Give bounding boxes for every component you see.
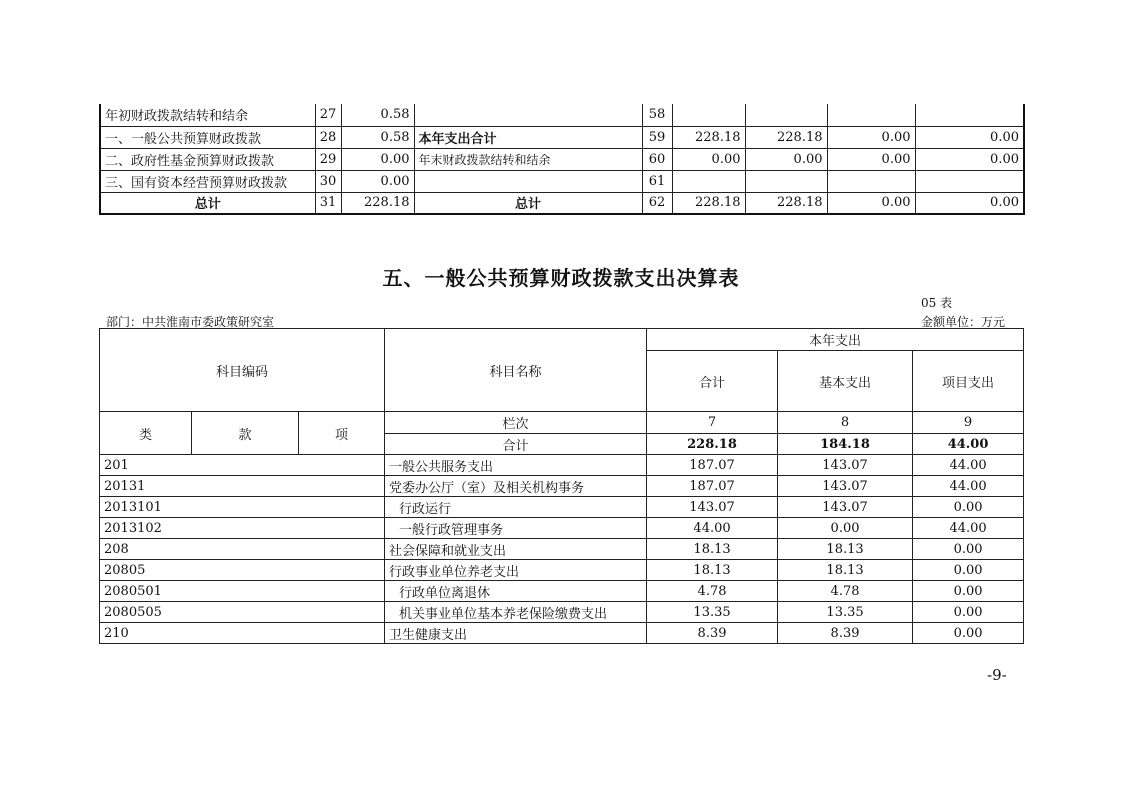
subject-name: 党委办公厅（室）及相关机构事务	[385, 476, 647, 497]
project-amount: 0.00	[913, 497, 1024, 518]
page-title: 五、一般公共预算财政拨款支出决算表	[382, 266, 740, 290]
table-row	[100, 455, 1024, 476]
revenue-line: 29	[315, 148, 341, 170]
revenue-amount: 0.00	[341, 170, 414, 192]
project-amount: 44.00	[913, 455, 1024, 476]
revenue-name: 总计	[100, 192, 315, 214]
subject-code: 2080501	[100, 581, 385, 602]
header-current-year: 本年支出	[647, 329, 1024, 351]
subject-code: 2013101	[100, 497, 385, 518]
revenue-amount: 0.58	[341, 126, 414, 148]
expenditure-name: 年末财政拨款结转和结余	[414, 148, 642, 170]
expenditure-line: 60	[642, 148, 672, 170]
header-section: 款	[192, 412, 299, 455]
revenue-name: 三、国有资本经营预算财政拨款	[100, 170, 315, 192]
table-number: 05 表	[921, 296, 953, 310]
amount-col-2: 228.18	[745, 126, 827, 148]
subject-code: 20805	[100, 560, 385, 581]
subject-code: 201	[100, 455, 385, 476]
project-amount: 44.00	[913, 476, 1024, 497]
revenue-line: 27	[315, 104, 341, 126]
table-row	[100, 497, 1024, 518]
unit-label: 金额单位：万元	[921, 315, 1006, 329]
subject-code: 210	[100, 623, 385, 644]
amount-col-2	[745, 104, 827, 126]
amount-col-3: 0.00	[827, 192, 915, 214]
project-amount: 0.00	[913, 581, 1024, 602]
sum-project: 44.00	[913, 434, 1024, 455]
amount-col-3: 0.00	[827, 148, 915, 170]
amount-col-4	[915, 170, 1024, 192]
amount-col-1	[672, 170, 745, 192]
revenue-line: 28	[315, 126, 341, 148]
amount-col-3	[827, 104, 915, 126]
expenditure-line: 61	[642, 170, 672, 192]
basic-amount: 0.00	[778, 518, 913, 539]
subject-name: 社会保障和就业支出	[385, 539, 647, 560]
revenue-amount: 228.18	[341, 192, 414, 214]
sum-basic: 184.18	[778, 434, 913, 455]
subject-code: 2013102	[100, 518, 385, 539]
subject-name: 行政单位离退休	[385, 581, 647, 602]
total-amount: 143.07	[647, 497, 778, 518]
subject-code: 208	[100, 539, 385, 560]
expenditure-table	[99, 328, 1024, 644]
sum-total: 228.18	[647, 434, 778, 455]
basic-amount: 4.78	[778, 581, 913, 602]
col-no-9: 9	[913, 412, 1024, 434]
basic-amount: 8.39	[778, 623, 913, 644]
subject-name: 机关事业单位基本养老保险缴费支出	[385, 602, 647, 623]
header-column-no: 栏次	[385, 412, 647, 434]
table-row	[100, 581, 1024, 602]
expenditure-name: 本年支出合计	[414, 126, 642, 148]
table-row	[100, 148, 1024, 170]
project-amount: 0.00	[913, 602, 1024, 623]
subject-name: 卫生健康支出	[385, 623, 647, 644]
revenue-line: 30	[315, 170, 341, 192]
total-amount: 13.35	[647, 602, 778, 623]
expenditure-line: 62	[642, 192, 672, 214]
header-item: 项	[299, 412, 385, 455]
subject-name: 一般行政管理事务	[385, 518, 647, 539]
subject-name: 一般公共服务支出	[385, 455, 647, 476]
amount-col-4: 0.00	[915, 192, 1024, 214]
expenditure-name	[414, 104, 642, 126]
total-amount: 4.78	[647, 581, 778, 602]
amount-col-3: 0.00	[827, 126, 915, 148]
project-amount: 44.00	[913, 518, 1024, 539]
amount-col-1: 228.18	[672, 192, 745, 214]
revenue-expenditure-table	[99, 104, 1025, 215]
basic-amount: 143.07	[778, 476, 913, 497]
sum-label: 合计	[385, 434, 647, 455]
table-row	[100, 602, 1024, 623]
subject-code: 20131	[100, 476, 385, 497]
basic-amount: 18.13	[778, 539, 913, 560]
table-row	[100, 560, 1024, 581]
revenue-name: 年初财政拨款结转和结余	[100, 104, 315, 126]
table-row	[100, 623, 1024, 644]
table-row	[100, 104, 1024, 126]
total-amount: 8.39	[647, 623, 778, 644]
revenue-amount: 0.00	[341, 148, 414, 170]
header-subject-name: 科目名称	[385, 329, 647, 412]
table-row	[100, 126, 1024, 148]
total-amount: 44.00	[647, 518, 778, 539]
header-basic: 基本支出	[778, 351, 913, 412]
header-total: 合计	[647, 351, 778, 412]
project-amount: 0.00	[913, 560, 1024, 581]
amount-col-4	[915, 104, 1024, 126]
subject-name: 行政事业单位养老支出	[385, 560, 647, 581]
header-class: 类	[100, 412, 192, 455]
header-project: 项目支出	[913, 351, 1024, 412]
total-amount: 18.13	[647, 539, 778, 560]
page-number: -9-	[987, 666, 1007, 684]
table-row	[100, 539, 1024, 560]
subject-code: 2080505	[100, 602, 385, 623]
expenditure-name	[414, 170, 642, 192]
expenditure-line: 58	[642, 104, 672, 126]
header-subject-code: 科目编码	[100, 329, 385, 412]
col-no-7: 7	[647, 412, 778, 434]
col-no-8: 8	[778, 412, 913, 434]
project-amount: 0.00	[913, 623, 1024, 644]
department-label: 部门：中共淮南市委政策研究室	[106, 315, 275, 329]
amount-col-2: 0.00	[745, 148, 827, 170]
revenue-name: 二、政府性基金预算财政拨款	[100, 148, 315, 170]
amount-col-4: 0.00	[915, 148, 1024, 170]
basic-amount: 18.13	[778, 560, 913, 581]
table-row	[100, 518, 1024, 539]
expenditure-line: 59	[642, 126, 672, 148]
basic-amount: 13.35	[778, 602, 913, 623]
total-amount: 18.13	[647, 560, 778, 581]
amount-col-4: 0.00	[915, 126, 1024, 148]
basic-amount: 143.07	[778, 497, 913, 518]
total-amount: 187.07	[647, 476, 778, 497]
revenue-amount: 0.58	[341, 104, 414, 126]
total-amount: 187.07	[647, 455, 778, 476]
expenditure-name: 总计	[414, 192, 642, 214]
table-row	[100, 476, 1024, 497]
project-amount: 0.00	[913, 539, 1024, 560]
amount-col-2: 228.18	[745, 192, 827, 214]
revenue-name: 一、一般公共预算财政拨款	[100, 126, 315, 148]
table-row	[100, 192, 1024, 214]
revenue-line: 31	[315, 192, 341, 214]
amount-col-1: 0.00	[672, 148, 745, 170]
table-row	[100, 170, 1024, 192]
amount-col-2	[745, 170, 827, 192]
amount-col-1: 228.18	[672, 126, 745, 148]
basic-amount: 143.07	[778, 455, 913, 476]
amount-col-1	[672, 104, 745, 126]
subject-name: 行政运行	[385, 497, 647, 518]
amount-col-3	[827, 170, 915, 192]
